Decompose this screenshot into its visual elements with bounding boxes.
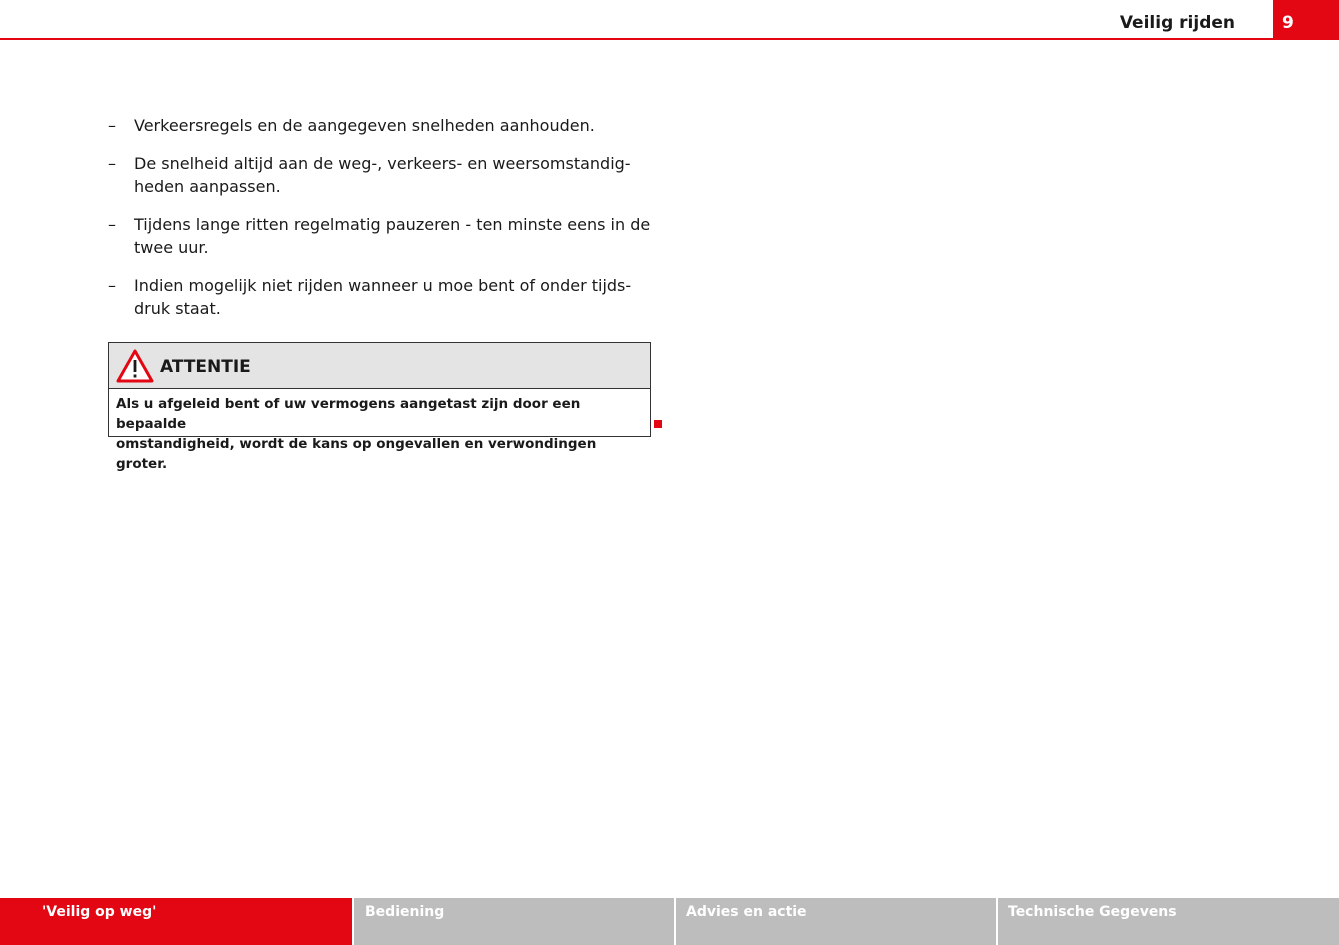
- list-item-text: Indien mogelijk niet rijden wanneer u moe bent of onder tijds- druk staat.: [134, 276, 632, 318]
- dash-bullet: –: [108, 154, 116, 173]
- dash-bullet: –: [108, 116, 116, 135]
- list-item-text: Verkeersregels en de aangegeven snelheden aanhouden.: [134, 116, 595, 135]
- footer-tab-advies-en-actie[interactable]: Advies en actie: [676, 898, 996, 945]
- warning-box: [108, 342, 651, 472]
- footer-tab-veilig-op-weg[interactable]: 'Veilig op weg': [0, 898, 352, 945]
- page-number: 9: [1273, 0, 1339, 40]
- footer-tab-bediening[interactable]: Bediening: [354, 898, 674, 945]
- dash-bullet: –: [108, 215, 116, 234]
- list-item: [108, 274, 656, 320]
- bullet-list: [108, 114, 656, 335]
- list-item: [108, 152, 656, 198]
- warning-header: [109, 343, 650, 389]
- footer-tab-technische-gegevens[interactable]: Technische Gegevens: [998, 898, 1339, 945]
- footer-nav: [0, 898, 1339, 945]
- list-item: [108, 213, 656, 259]
- dash-bullet: –: [108, 276, 116, 295]
- section-end-marker: [654, 420, 662, 428]
- section-title: Veilig rijden: [1119, 13, 1235, 33]
- list-item-text: Tijdens lange ritten regelmatig pauzeren - ten minste eens in de twee uur.: [134, 215, 651, 257]
- warning-text: Als u afgeleid bent of uw vermogens aangetast zijn door een bepaalde omstandigheid, wordt de kans op ongevallen en verwondingen groter.: [116, 396, 597, 472]
- list-item-text: De snelheid altijd aan de weg-, verkeers- en weersomstandig- heden aanpassen.: [134, 154, 631, 196]
- warning-triangle-icon: [116, 349, 154, 383]
- header-rule: [0, 38, 1339, 40]
- warning-title: ATTENTIE: [160, 357, 251, 377]
- list-item: [108, 114, 656, 137]
